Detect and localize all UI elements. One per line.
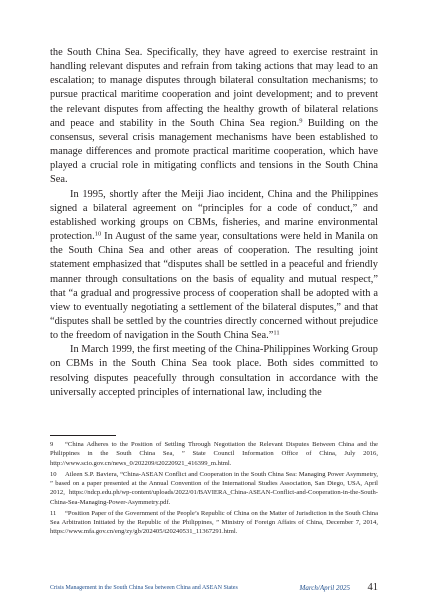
footnote-ref-9[interactable]: 9 <box>299 117 303 125</box>
paragraph-2 <box>50 188 378 344</box>
paragraph-3 <box>50 343 378 400</box>
footnote-text: “Position Paper of the Government of the People’s Republic of China on the Matter of Jurisdiction in the South China Sea Arbitration Initiated by the Republic of the Philippines, ” Ministry of Foreign Affairs of China, December 7, 2014, https://www.mfa.gov.cn/eng/zy/gb/202405/t20240531_11367291.html. <box>50 509 378 536</box>
paragraph-text: In August of the same year, consultations were held in Manila on the South China Sea and other areas of cooperation. The resulting joint statement emphasized that “disputes shall be settled in a peaceful and friendly manner through consultations on the basis of equality and mutual respect,” that “a gradual and progressive process of cooperation shall be adopted with a view to eventually negotiating a settlement of the bilateral disputes,” and that “disputes shall be settled by the countries directly concerned without prejudice to the freedom of navigation in the South China Sea.” <box>50 231 378 342</box>
footnote-number: 10 <box>50 470 57 478</box>
footnote-text: “China Adheres to the Position of Settling Through Negotiation the Relevant Disputes Between China and the Philippines in the South China Sea, ” State Council Information Office of China, July 2016, http://www.scio.gov.cn/news_0/202209/t20220921_416399_m.html. <box>50 441 378 467</box>
footnote-ref-11[interactable]: 11 <box>273 329 280 337</box>
footnote <box>50 440 378 468</box>
paragraph-text: Building on the consensus, several crisis management mechanisms have been established to manage differences and promote practical maritime cooperation, which have played a crucial role in mitigating conflicts and tensions in the South China Sea. <box>50 117 378 186</box>
paragraph-1 <box>50 46 378 188</box>
footnote-divider <box>50 435 116 436</box>
paragraph-text: the South China Sea. Specifically, they have agreed to exercise restraint in handling relevant disputes and refrain from taking actions that may lead to an escalation; to manage disputes through bilateral consultation mechanisms; to pursue practical maritime cooperation and joint development; and to prevent the relevant disputes from affecting the healthy growth of bilateral relations and peace and stability in the South China Sea region. <box>50 47 378 129</box>
footnote-text: Aileen S.P. Baviera, “China-ASEAN Conflict and Cooperation in the South China Sea: Managing Power Asymmetry, ” based on a paper presented at the Annual Convention of the International Studies Association, San Diego, USA, April 2012, https://ndcp.edu.ph/wp-content/uploads/2022/01/BAVIERA_China-ASEAN-Conflict-and-Cooperation-in-the-South-China-Sea-Managing-Power-Asymmetry.pdf. <box>50 470 378 506</box>
footnotes <box>50 440 378 539</box>
paragraph-text: In March 1999, the first meeting of the China-Philippines Working Group on CBMs in the South China Sea took place. Both sides committed to resolving disputes peacefully through consultation in accordance with the universally accepted principles of international law, including the <box>50 344 378 398</box>
footnote <box>50 470 378 507</box>
footnote-number: 9 <box>50 441 54 448</box>
page-number: 41 <box>367 582 378 593</box>
body-text <box>50 46 378 400</box>
paragraph-text: In 1995, shortly after the Meiji Jiao incident, China and the Philippines signed a bilateral agreement on “principles for a code of conduct,” and established working groups on CBMs, fisheries, and marine environmental protection. <box>50 188 378 243</box>
footnote <box>50 509 378 537</box>
footnote-ref-10[interactable]: 10 <box>94 230 102 238</box>
issue-date: March/April 2025 <box>299 584 350 592</box>
running-footer-title: Crisis Management in the South China Sea between China and ASEAN States <box>50 585 238 591</box>
page-footer <box>50 583 378 597</box>
footnote-number: 11 <box>50 509 57 517</box>
